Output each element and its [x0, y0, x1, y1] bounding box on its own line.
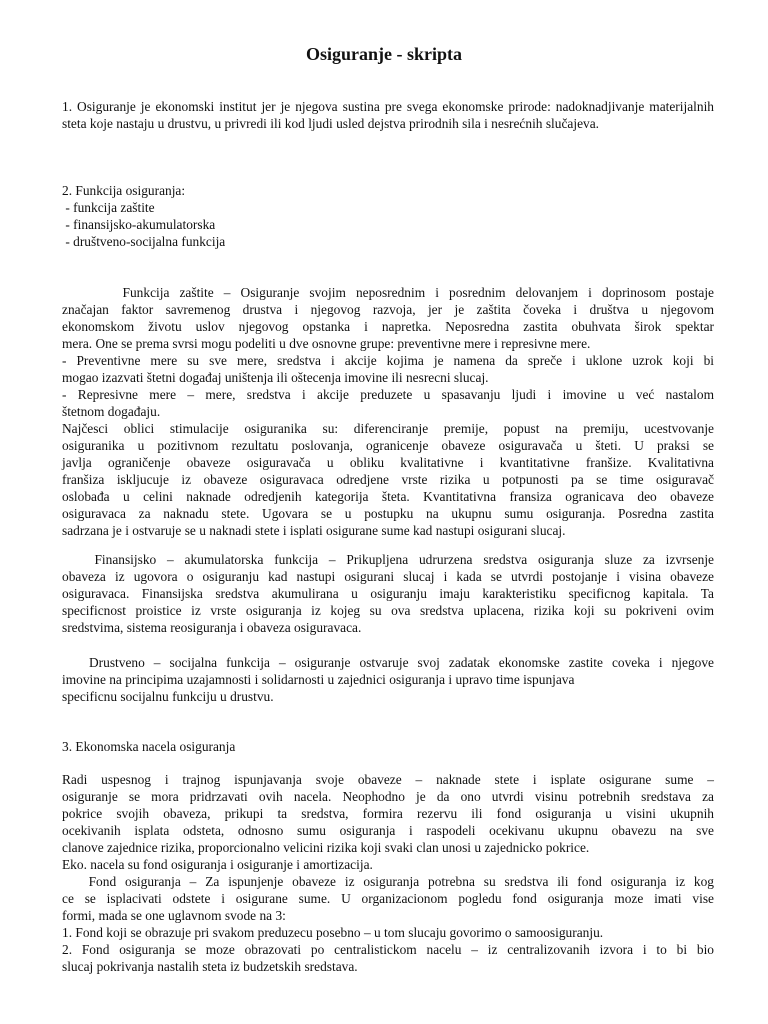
paragraph-economic-principles — [62, 771, 714, 975]
text-line: osiguravaca za naknadu stete. Ugovara se u postupku na ukupnu sumu osiguranja. Posredna zastita — [62, 506, 714, 521]
text-line: Finansijsko – akumulatorska funkcija – Prikupljena udrurzena sredstva osiguranja sluze za izvrsenje — [62, 552, 714, 567]
text-line: - Preventivne mere su sve mere, sredstva i akcije kojima je namena da spreče i uklone uzrok koji bi — [62, 353, 714, 368]
text-line: specificnu socijalnu funkciju u drustvu. — [62, 689, 274, 704]
text-line: javlja ograničenje obaveze osiguravača u obliku kvalitativne i kvantitativne franšize. Kvalitativna — [62, 455, 714, 470]
text-line: ce se isplacivati odstete i osigurane sume. U organizacionom pogledu fond osiguranja moze imati vise — [62, 891, 714, 906]
text-line: Najčesci oblici stimulacije osiguranika su: diferenciranje premije, popust na premiju, ucestvovanje — [62, 421, 714, 436]
text-line: oslobađa u celini naknade odredjenih kategorija šteta. Kvantitativna fransiza ogranicava deo obaveze — [62, 489, 714, 504]
text-line: imovine na principima uzajamnosti i solidarnosti u zajednici osiguranja i upravo time ispunjava — [62, 672, 575, 687]
text-line: osiguravaca. Finansijska sredstva akumulirana u osiguranju imaju karakteristiku specificnog kapitala. Ta — [62, 586, 714, 601]
text-line: clanove zajednice rizika, proporcionalno velicini rizika koji svaki clan unosi u zajednicko pokrice. — [62, 840, 590, 855]
text-line: ocekivanih isplata odsteta, odnosno sumu osiguranja i raspodeli ocekivanu ukupnu obavezu na sve — [62, 823, 714, 838]
paragraph-social-function — [62, 654, 714, 705]
document-title: Osiguranje - skripta — [305, 44, 462, 64]
text-line: 2. Fond osiguranja se moze obrazovati po centralistickom nacelu – iz centralizovanih izvora i to bi bio — [62, 942, 714, 957]
text-line: obaveza iz ugovora o osiguranju kad nastupi osigurani slucaj i kada se utvrdi postojanje i visina obaveze — [62, 569, 714, 584]
text-line: - Represivne mere – mere, sredstva i akcije preduzete u spasavanju ljudi i imovine u već nastalom — [62, 387, 714, 402]
paragraph-protection-function — [62, 284, 714, 539]
text-line: mera. One se prema svrsi mogu podeliti u dve osnovne grupe: preventivne mere i represivne mere. — [62, 336, 591, 351]
text-line: štetnom događaju. — [62, 404, 161, 419]
text-line: Funkcija zaštite – Osiguranje svojim neposrednim i posrednim delovanjem i doprinosom postaje — [62, 285, 714, 300]
text-line: sredstvima, sistema reosiguranja i obaveza osiguravaca. — [62, 620, 362, 635]
list-item: - finansijsko-akumulatorska — [62, 217, 216, 232]
paragraph-intro: 1. Osiguranje je ekonomski institut jer je njegova sustina pre svega ekonomske prirode: nadoknadjivanje materijalnih steta koje nastaju u drustvu, u privredi ili kod ljudi usled dejstva prirodnih sila i nesrećnih slučajeva. — [62, 99, 714, 131]
text-line: Radi uspesnog i trajnog ispunjavanja svoje obaveze – naknade stete i isplate osigurane sume – — [62, 772, 714, 787]
text-line: Eko. nacela su fond osiguranja i osiguranje i amortizacija. — [62, 857, 373, 872]
text-line: Drustveno – socijalna funkcija – osiguranje ostvaruje svoj zadatak ekonomske zastite coveka i njegove — [62, 655, 714, 670]
paragraph-financial-function — [62, 551, 714, 636]
text-line: osiguranika u pozitivnom rezultatu poslovanja, ogranicenje obaveze osiguravača u šteti. U praksi se — [62, 438, 714, 453]
text-line: ekonomskom životu uslov njegovog opstanka i napretka. Neposredna zastita obuhvata širok spektar — [62, 319, 714, 334]
section-heading-principles: 3. Ekonomska nacela osiguranja — [62, 739, 236, 754]
text-line: franšiza iskljucuje iz obaveze osiguravaca odredjene vrste rizika u potpunosti pa se time osiguravač — [62, 472, 714, 487]
text-line: značajan faktor savremenog drustva i njegovog razvoja, jer je zaštita čoveka i društva u njegovom — [62, 302, 714, 317]
list-item: - funkcija zaštite — [62, 200, 155, 215]
text-line: mogao izazvati štetni događaj uništenja ili oštecenja imovine ili nesrecni slucaj. — [62, 370, 489, 385]
text-line: 1. Fond koji se obrazuje pri svakom preduzecu posebno – u tom slucaju govorimo o samoosiguranju. — [62, 925, 604, 940]
text-line: osiguranje se mora pridrzavati ovih nacela. Neophodno je da ono utvrdi visinu potrebnih sredstava za — [62, 789, 714, 804]
text-line: specificnost proistice iz vrste osiguranja iz kojeg su ova sredstva uplacena, rizika koji su pokriveni ovim — [62, 603, 714, 618]
text-line: formi, mada se one uglavnom svode na 3: — [62, 908, 286, 923]
list-item: - društveno-socijalna funkcija — [62, 234, 226, 249]
text-line: sadrzana je i ostvaruje se u naknadi stete i isplati osigurane sume kad nastupi osigurani slucaj. — [62, 523, 566, 538]
text-line: Fond osiguranja – Za ispunjenje obaveze iz osiguranja potrebna su sredstva ili fond osiguranja iz kog — [62, 874, 714, 889]
functions-heading: 2. Funkcija osiguranja: — [62, 183, 186, 198]
text-line: pokrice svojih obaveza, prikupi ta sredstva, formira rezervu ili fond osiguranja u visini ukupnih — [62, 806, 714, 821]
functions-list — [62, 182, 714, 250]
text-line: slucaj pokrivanja nastalih steta iz budzetskih sredstava. — [62, 959, 358, 974]
